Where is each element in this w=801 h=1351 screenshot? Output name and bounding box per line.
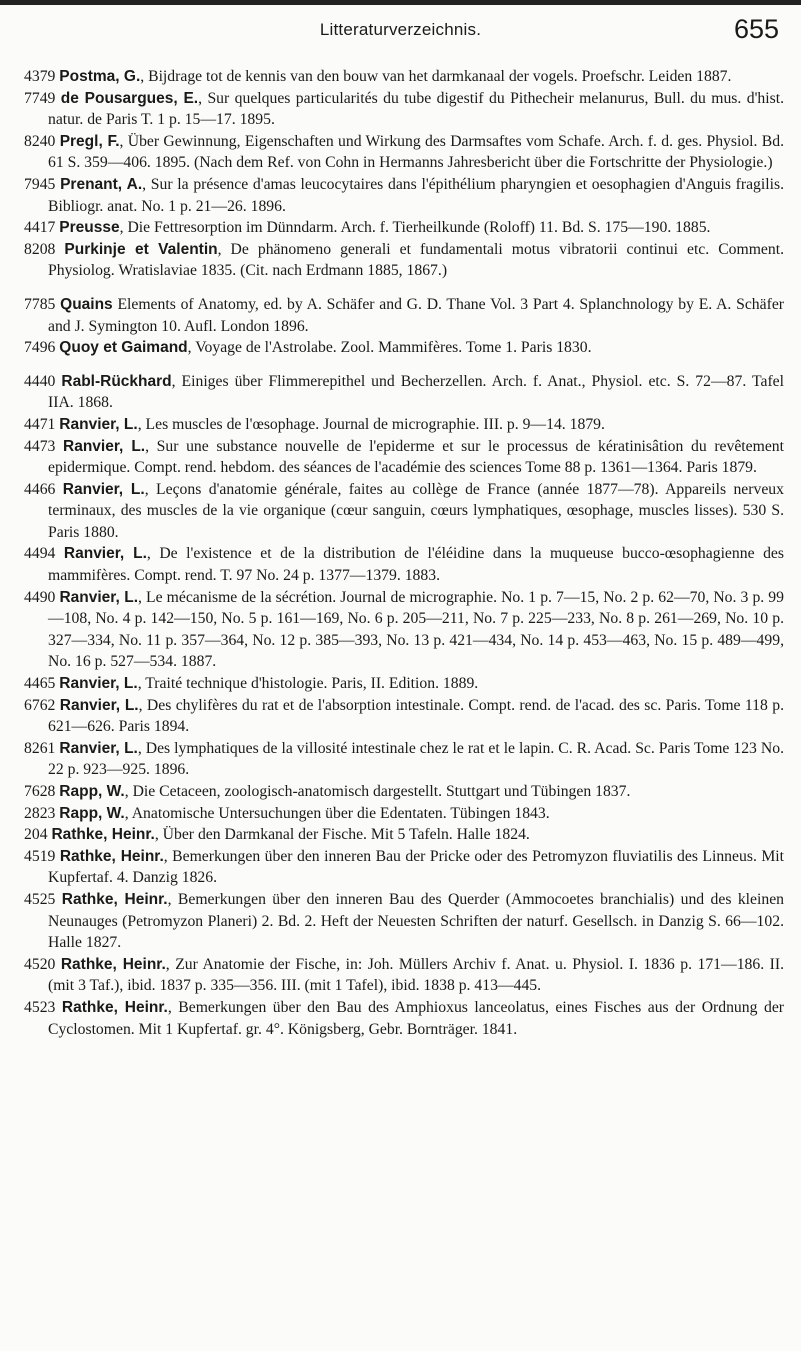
entry-citation: , Anatomische Untersuchungen über die Edentaten. Tübingen 1843. (124, 804, 550, 822)
entry-number: 8240 (24, 132, 56, 150)
entry-citation: , Über Gewinnung, Eigenschaften und Wirkung des Darmsaftes vom Schafe. Arch. f. d. ges. Physiol. Bd. 61 S. 359—406. 1895. (Nach dem Ref. von Cohn in Hermanns Jahresbericht über die Fortschritte der Physiologie.) (48, 132, 785, 172)
bibliography-entry (24, 414, 784, 436)
entry-citation: , Voyage de l'Astrolabe. Zool. Mammifères. Tome 1. Paris 1830. (187, 339, 592, 357)
entry-number: 204 (24, 826, 48, 844)
entry-citation: , Die Cetaceen, zoologisch-anatomisch dargestellt. Stuttgart und Tübingen 1837. (124, 783, 631, 800)
bibliography-entry (24, 738, 784, 781)
bibliography-entry (24, 954, 784, 997)
entry-author: Pregl, F. (59, 132, 120, 150)
bibliography-list (24, 66, 784, 1040)
entry-citation: , Le mécanisme de la sécrétion. Journal de micrographie. No. 1 p. 7—15, No. 2 p. 62—70, No. 3 p. 99—108, No. 4 p. 142—150, No. 5 p. 161—169, No. 6 p. 205—211, No. 7 p. 225—233, No. 8 p. 261—269, No. 10 p. 327—334, No. 11 p. 357—364, No. 12 p. 385—393, No. 13 p. 421—434, No. 14 p. 453—463, No. 15 p. 489—499, No. 16 p. 527—534. 1887. (48, 588, 784, 671)
entry-citation: , De l'existence et de la distribution de l'éléidine dans la muqueuse bucco-œsophagienne des mammifères. Compt. rend. T. 97 No. 24 p. 1377—1379. 1883. (48, 545, 784, 585)
entry-citation: , Sur quelques particularités du tube digestif du Pithecheir melanurus, Bull. du mus. d'hist. natur. de Paris T. 1 p. 15—17. 1895. (48, 89, 784, 129)
bibliography-entry (24, 781, 784, 803)
entry-author: Ranvier, L. (62, 480, 145, 498)
bibliography-entry (24, 66, 784, 88)
entry-author: Quoy et Gaimand (59, 339, 188, 357)
entry-number: 4520 (24, 955, 56, 973)
bibliography-entry (24, 695, 784, 738)
bibliography-entry (24, 997, 784, 1040)
entry-citation: , Zur Anatomie der Fische, in: Joh. Müllers Archiv f. Anat. u. Physiol. I. 1836 p. 171—186. II. (mit 3 Taf.), ibid. 1837 p. 335—356. III. (mit 1 Tafel), ibid. 1838 p. 413—445. (48, 955, 785, 995)
entry-citation: , Des lymphatiques de la villosité intestinale chez le rat et le lapin. C. R. Acad. Sc. Paris Tome 123 No. 22 p. 923—925. 1896. (48, 739, 784, 779)
entry-author: Postma, G. (59, 68, 141, 85)
entry-number: 8261 (24, 739, 56, 757)
entry-citation: , Les muscles de l'œsophage. Journal de micrographie. III. p. 9—14. 1879. (137, 415, 605, 433)
entry-number: 4417 (24, 219, 56, 237)
entry-number: 4471 (24, 415, 56, 433)
entry-citation: , Die Fettresorption im Dünndarm. Arch. f. Tierheilkunde (Roloff) 11. Bd. S. 175—190. 1885. (119, 219, 711, 237)
entry-citation: , Sur la présence d'amas leucocytaires dans l'épithélium pharyngien et oesophagien d'Anguis fragilis. Bibliogr. anat. No. 1 p. 21—26. 1896. (48, 175, 785, 215)
entry-number: 7496 (24, 339, 56, 357)
entry-author: Rathke, Heinr. (61, 998, 168, 1016)
entry-number: 4473 (24, 437, 56, 455)
entry-author: Rapp, W. (59, 783, 125, 800)
bibliography-entry (24, 803, 784, 825)
entry-number: 4525 (24, 890, 56, 908)
entry-citation: , Sur une substance nouvelle de l'epiderme et sur le processus de kératinisâtion du revêtement epidermique. Compt. rend. hebdom. des séances de l'académie des sciences Tome 88 p. 1361—1364. Paris 1879. (48, 437, 784, 477)
entry-number: 4379 (24, 68, 56, 85)
entry-author: Ranvier, L. (59, 696, 139, 714)
entry-citation: , Leçons d'anatomie générale, faites au collège de France (année 1877—78). Appareils nerveux terminaux, des muscles de la vie organique (cœur sanguin, cœurs lymphatiques, œsophage, muscles lisses). 530 S. Paris 1880. (48, 480, 784, 541)
bibliography-entry (24, 436, 784, 479)
entry-number: 6762 (24, 696, 56, 714)
bibliography-entry (24, 337, 784, 359)
bibliography-entry (24, 543, 784, 586)
entry-author: Purkinje et Valentin (64, 240, 218, 258)
bibliography-entry (24, 824, 784, 846)
entry-citation: , Traité technique d'histologie. Paris, II. Edition. 1889. (137, 675, 479, 693)
entry-author: Ranvier, L. (59, 739, 138, 757)
entry-author: de Pousargues, E. (60, 89, 199, 107)
entry-citation: , Bijdrage tot de kennis van den bouw van het darmkanaal der vogels. Proefschr. Leiden 1887. (140, 68, 732, 85)
entry-citation: Elements of Anatomy, ed. by A. Schäfer and G. D. Thane Vol. 3 Part 4. Splanchnology by E. A. Schäfer and J. Symington 10. Aufl. London 1896. (48, 295, 785, 335)
bibliography-entry (24, 131, 784, 174)
bibliography-entry (24, 239, 784, 282)
entry-citation: , Bemerkungen über den inneren Bau der Pricke oder des Petromyzon fluviatilis des Linneus. Mit Kupfertaf. 4. Danzig 1826. (48, 847, 784, 887)
entry-number: 2823 (24, 804, 56, 822)
entry-number: 4466 (24, 480, 56, 498)
entry-number: 4465 (24, 675, 56, 693)
entry-author: Ranvier, L. (59, 675, 138, 693)
entry-number: 4490 (24, 588, 56, 606)
entry-citation: , Einiges über Flimmerepithel und Becherzellen. Arch. f. Anat., Physiol. etc. S. 72—87. Tafel IIA. 1868. (48, 372, 784, 412)
entry-author: Quains (60, 295, 113, 313)
bibliography-entry (24, 174, 784, 217)
entry-number: 4519 (24, 847, 56, 865)
running-title: Litteraturverzeichnis. (319, 20, 482, 39)
entry-number: 4523 (24, 998, 56, 1016)
bibliography-entry (24, 88, 784, 131)
bibliography-entry (24, 217, 784, 239)
page-number: 655 (733, 14, 779, 44)
entry-author: Rabl-Rückhard (61, 372, 172, 390)
entry-author: Ranvier, L. (63, 437, 146, 455)
entry-number: 4440 (24, 372, 56, 390)
bibliography-entry (24, 479, 784, 544)
entry-number: 7628 (24, 783, 56, 800)
entry-author: Rathke, Heinr. (51, 826, 155, 844)
entry-number: 7785 (24, 295, 56, 313)
entry-author: Rathke, Heinr. (61, 890, 168, 908)
page-header (0, 16, 801, 46)
entry-citation: , Bemerkungen über den Bau des Amphioxus lanceolatus, eines Fisches aus der Ordnung der Cyclostomen. Mit 1 Kupfertaf. gr. 4°. Königsberg, Gebr. Bornträger. 1841. (48, 998, 785, 1038)
bibliography-entry (24, 587, 784, 673)
bibliography-entry (24, 673, 784, 695)
entry-number: 8208 (24, 240, 56, 258)
entry-author: Rathke, Heinr. (60, 955, 166, 973)
bibliography-entry (24, 371, 784, 414)
entry-author: Ranvier, L. (59, 588, 139, 606)
entry-author: Prenant, A. (60, 175, 143, 193)
top-rule (0, 0, 801, 5)
entry-number: 7749 (24, 89, 56, 107)
bibliography-entry (24, 846, 784, 889)
entry-citation: , Des chylifères du rat et de l'absorption intestinale. Compt. rend. de l'acad. des sc. Paris. Tome 118 p. 621—626. Paris 1894. (48, 696, 784, 736)
entry-number: 4494 (24, 545, 56, 563)
entry-citation: , Bemerkungen über den inneren Bau des Querder (Ammocoetes branchialis) und des kleinen Neunauges (Petromyzon Planeri) 2. Bd. 2. Heft der Neuesten Schriften der naturf. Gesellsch. in Danzig S. 66—102. Halle 1827. (48, 890, 785, 952)
entry-author: Rathke, Heinr. (59, 847, 164, 865)
entry-citation: , De phänomeno generali et fundamentali motus vibratorii continui etc. Comment. Physiolog. Wratislaviae 1835. (Cit. nach Erdmann 1885, 1867.) (48, 240, 785, 280)
entry-author: Ranvier, L. (63, 545, 147, 563)
bibliography-entry (24, 294, 784, 337)
entry-author: Ranvier, L. (59, 415, 138, 433)
entry-number: 7945 (24, 175, 56, 193)
entry-author: Rapp, W. (59, 804, 125, 822)
entry-citation: , Über den Darmkanal der Fische. Mit 5 Tafeln. Halle 1824. (154, 826, 530, 844)
entry-author: Preusse (59, 219, 120, 237)
bibliography-entry (24, 889, 784, 954)
